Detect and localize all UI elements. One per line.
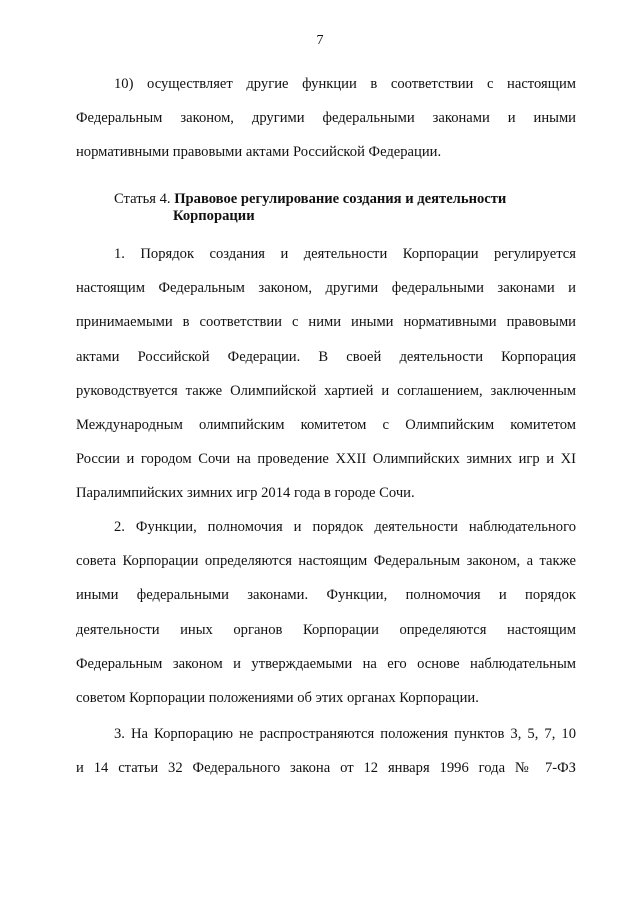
text-line: совета Корпорации определяются настоящим Федеральным законом, а также bbox=[76, 553, 576, 570]
text-line: 2. Функции, полномочия и порядок деятельности наблюдательного bbox=[114, 519, 576, 535]
text-line: актами Российской Федерации. В своей деятельности Корпорация bbox=[76, 348, 576, 365]
text-line: настоящим Федеральным законом, другими федеральными законами и bbox=[76, 280, 576, 297]
article-label: Статья 4. bbox=[114, 191, 171, 207]
text-line: России и городом Сочи на проведение XXII Олимпийских зимних игр и XI bbox=[76, 451, 576, 468]
text-line: 1. Порядок создания и деятельности Корпорации регулируется bbox=[114, 246, 576, 262]
text-line: Федеральным законом и утверждаемыми на его основе наблюдательным bbox=[76, 655, 576, 672]
paragraph-3 bbox=[76, 717, 576, 785]
item-10-paragraph bbox=[76, 67, 576, 170]
text-line: Паралимпийских зимних игр 2014 года в городе Сочи. bbox=[76, 485, 415, 502]
text-line: иными федеральными законами. Функции, полномочия и порядок bbox=[76, 587, 576, 604]
text-line: Международным олимпийским комитетом с Олимпийским комитетом bbox=[76, 416, 576, 433]
page-number: 7 bbox=[316, 33, 324, 48]
article-heading bbox=[114, 191, 584, 225]
text-line: принимаемыми в соответствии с ними иными нормативными правовыми bbox=[76, 314, 576, 331]
text-line: деятельности иных органов Корпорации определяются настоящим bbox=[76, 621, 576, 638]
text-line: 3. На Корпорацию не распространяются положения пунктов 3, 5, 7, 10 bbox=[114, 726, 576, 742]
article-title-line-2: Корпорации bbox=[173, 208, 255, 224]
text-line: советом Корпорации положениями об этих органах Корпорации. bbox=[76, 689, 479, 706]
paragraph-2 bbox=[76, 510, 576, 715]
text-line: руководствуется также Олимпийской хартией и соглашением, заключенным bbox=[76, 382, 576, 399]
text-line: 10) осуществляет другие функции в соответствии с настоящим bbox=[114, 76, 576, 92]
paragraph-1 bbox=[76, 237, 576, 511]
text-line: нормативными правовыми актами Российской Федерации. bbox=[76, 144, 442, 161]
text-line: и 14 статьи 32 Федерального закона от 12 января 1996 года № 7-ФЗ bbox=[76, 760, 576, 777]
article-title-line-1: Правовое регулирование создания и деятельности bbox=[174, 191, 507, 207]
text-line: Федеральным законом, другими федеральными законами и иными bbox=[76, 110, 576, 127]
